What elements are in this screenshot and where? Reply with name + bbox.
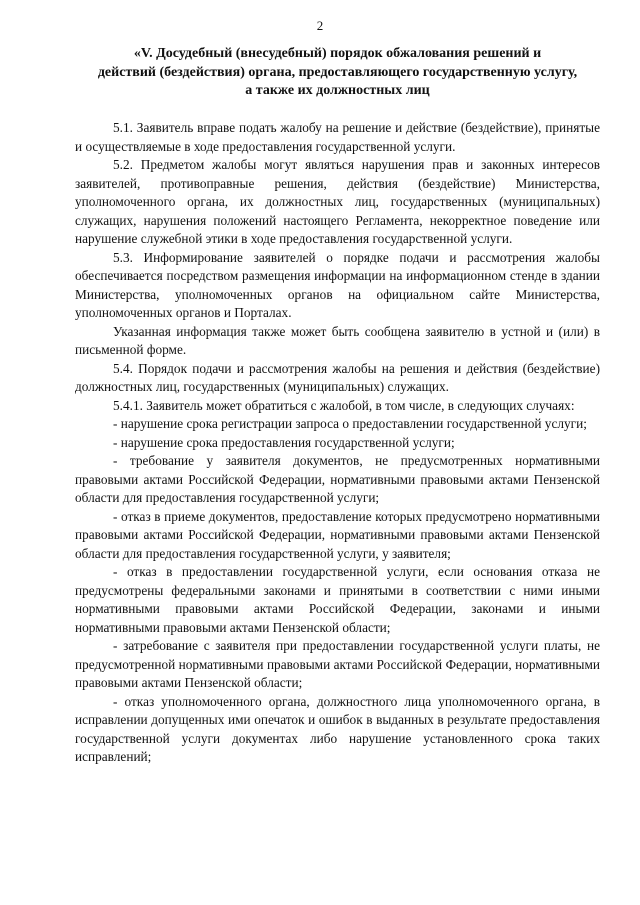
paragraph-5-3: 5.3. Информирование заявителей о порядке подачи и рассмотрения жалобы обеспечивается посредством размещения информации на информационном стенде в здании Министерства, уполномоченных органов на официальном сайте Министерства, уполномоченных органов и Порталах.: [75, 249, 600, 320]
list-item: - отказ в предоставлении государственной услуги, если основания отказа не предусмотрены федеральными законами и принятыми в соответствии с ними иными нормативными правовыми актами Российской Федерации, законами и иными нормативными правовыми актами Пензенской области;: [75, 564, 600, 635]
section-heading-line-2: действий (бездействия) органа, предоставляющего государственную услугу,: [97, 64, 578, 80]
section-heading-line-3: а также их должностных лиц: [245, 83, 430, 98]
document-body: [75, 119, 600, 767]
paragraph-5-1: 5.1. Заявитель вправе подать жалобу на решение и действие (бездействие), принятые и осуществляемые в ходе предоставления государственной услуги.: [75, 120, 600, 154]
section-heading: [75, 45, 600, 101]
paragraph-5-4-1: 5.4.1. Заявитель может обратиться с жалобой, в том числе, в следующих случаях:: [113, 397, 575, 413]
page-number: 2: [316, 18, 324, 33]
list-item: - требование у заявителя документов, не предусмотренных нормативными правовыми актами Российской Федерации, нормативными правовыми актами Пензенской области для предоставления государственной услуги;: [75, 453, 600, 505]
list-item: - затребование с заявителя при предоставлении государственной услуги платы, не предусмотренной нормативными правовыми актами Российской Федерации, нормативными правовыми актами Пензенской области;: [75, 638, 600, 690]
section-heading-line-1: «V. Досудебный (внесудебный) порядок обжалования решений и: [133, 46, 542, 61]
paragraph-5-4: 5.4. Порядок подачи и рассмотрения жалобы на решения и действия (бездействие) должностных лиц, государственных (муниципальных) служащих.: [75, 360, 600, 394]
list-item: - нарушение срока предоставления государственной услуги;: [113, 434, 455, 450]
list-item: - отказ в приеме документов, предоставление которых предусмотрено нормативными правовыми актами Российской Федерации, нормативными правовыми актами Пензенской области для предоставления государственной услуги, у заявителя;: [75, 508, 600, 561]
list-item: - нарушение срока регистрации запроса о предоставлении государственной услуги;: [113, 416, 587, 431]
list-item: - отказ уполномоченного органа, должностного лица уполномоченного органа, в исправлении допущенных ими опечаток и ошибок в выданных в результате предоставления государственной услуги документах либо нарушение установленного срока таких исправлений;: [75, 693, 600, 764]
paragraph-5-2: 5.2. Предметом жалобы могут являться нарушения прав и законных интересов заявителей, противоправные решения, действия (бездействие) Министерства, уполномоченного органа, их должностных лиц, государственных (муниципальных) служащих, нарушения положений настоящего Регламента, некорректное поведение или нарушение служебной этики в ходе предоставления государственной услуги.: [75, 157, 600, 246]
paragraph-info-note: Указанная информация также может быть сообщена заявителю в устной и (или) в письменной форме.: [75, 323, 600, 357]
